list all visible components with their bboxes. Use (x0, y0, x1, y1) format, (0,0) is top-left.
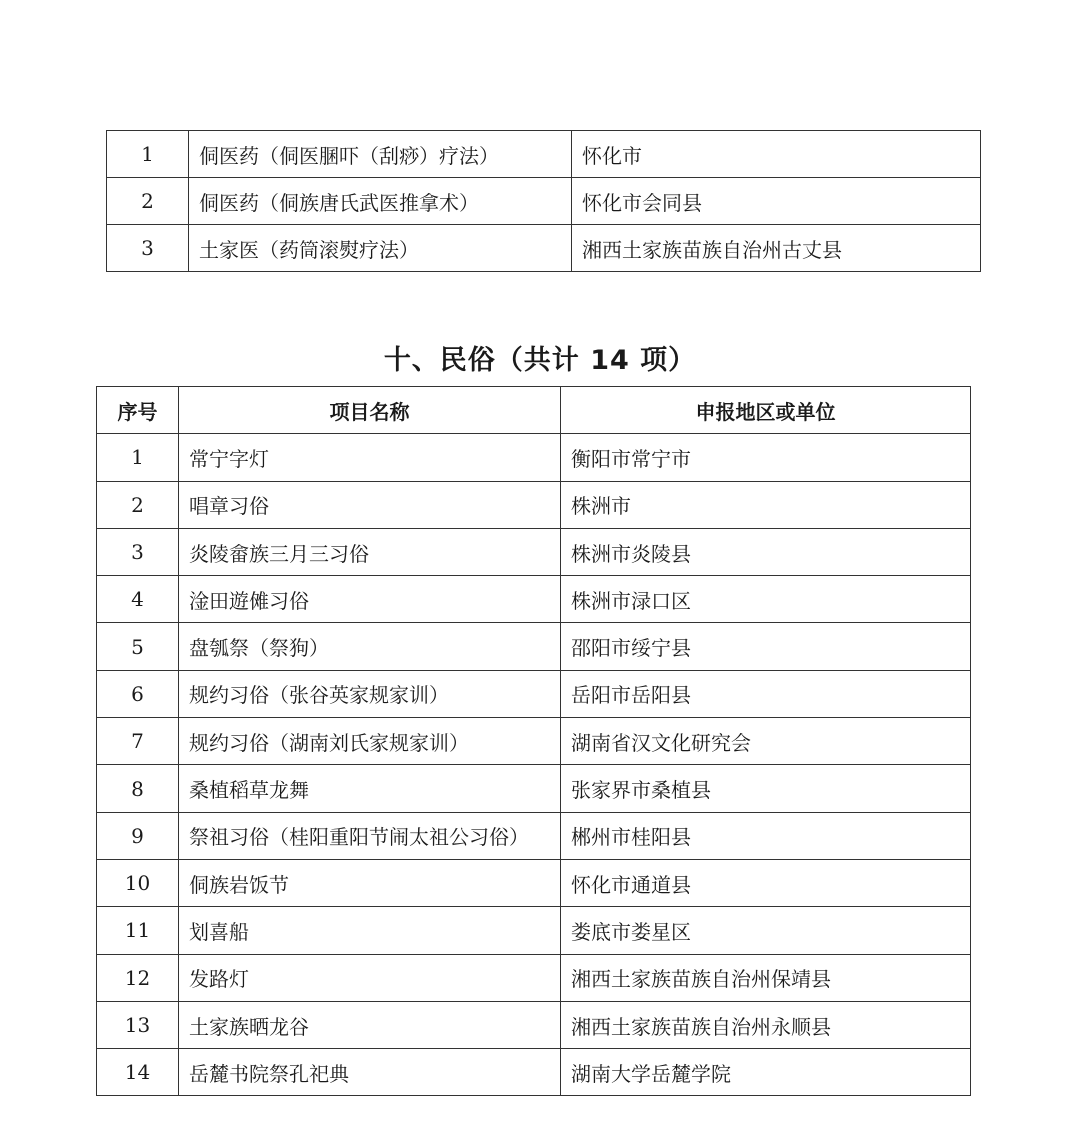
table-row (97, 481, 971, 528)
row-number: 3 (97, 528, 179, 575)
table-row (97, 812, 971, 859)
project-name: 规约习俗（湖南刘氏家规家训） (179, 718, 561, 765)
row-number: 5 (97, 623, 179, 670)
row-number: 6 (97, 670, 179, 717)
row-number: 14 (97, 1049, 179, 1096)
project-name: 淦田遊傩习俗 (179, 576, 561, 623)
region-name: 株洲市 (561, 481, 971, 528)
section-title: 十、民俗（共计 14 项） (383, 345, 697, 376)
table-row (97, 1001, 971, 1048)
table-header (97, 387, 971, 434)
table-row (97, 859, 971, 906)
row-number: 11 (97, 907, 179, 954)
project-name: 祭祖习俗（桂阳重阳节闹太祖公习俗） (179, 812, 561, 859)
folk-custom-table-body (97, 434, 971, 1096)
project-name: 唱章习俗 (179, 481, 561, 528)
row-number: 8 (97, 765, 179, 812)
header-project-name: 项目名称 (179, 387, 561, 434)
region-name: 邵阳市绥宁县 (561, 623, 971, 670)
region-name: 湘西土家族苗族自治州保靖县 (561, 954, 971, 1001)
previous-section-table (106, 130, 981, 272)
table-row (97, 1049, 971, 1096)
project-name: 桑植稻草龙舞 (179, 765, 561, 812)
table-row (107, 131, 981, 178)
region-name: 株洲市炎陵县 (561, 528, 971, 575)
row-number: 4 (97, 576, 179, 623)
table-row (97, 670, 971, 717)
project-name: 炎陵畲族三月三习俗 (179, 528, 561, 575)
project-name: 侗医药（侗医䐃吓（刮痧）疗法） (189, 131, 572, 178)
table-row (97, 434, 971, 481)
row-number: 12 (97, 954, 179, 1001)
table-row (97, 765, 971, 812)
project-name: 发路灯 (179, 954, 561, 1001)
project-name: 划喜船 (179, 907, 561, 954)
project-name: 常宁字灯 (179, 434, 561, 481)
project-name: 土家族晒龙谷 (179, 1001, 561, 1048)
project-name: 土家医（药筒滚熨疗法） (189, 225, 572, 272)
previous-section-table-body (107, 131, 981, 272)
row-number: 9 (97, 812, 179, 859)
row-number: 2 (107, 178, 189, 225)
folk-custom-table (96, 386, 971, 1096)
project-name: 侗医药（侗族唐氏武医推拿术） (189, 178, 572, 225)
region-name: 湘西土家族苗族自治州永顺县 (561, 1001, 971, 1048)
table-row (107, 225, 981, 272)
region-name: 株洲市渌口区 (561, 576, 971, 623)
row-number: 7 (97, 718, 179, 765)
table-row (97, 954, 971, 1001)
row-number: 2 (97, 481, 179, 528)
region-name: 娄底市娄星区 (561, 907, 971, 954)
region-name: 衡阳市常宁市 (561, 434, 971, 481)
region-name: 湘西土家族苗族自治州古丈县 (572, 225, 981, 272)
region-name: 怀化市会同县 (572, 178, 981, 225)
region-name: 湖南大学岳麓学院 (561, 1049, 971, 1096)
project-name: 规约习俗（张谷英家规家训） (179, 670, 561, 717)
table-row (97, 907, 971, 954)
row-number: 10 (97, 859, 179, 906)
region-name: 张家界市桑植县 (561, 765, 971, 812)
header-number: 序号 (97, 387, 179, 434)
row-number: 3 (107, 225, 189, 272)
header-region: 申报地区或单位 (561, 387, 971, 434)
region-name: 岳阳市岳阳县 (561, 670, 971, 717)
project-name: 侗族岩饭节 (179, 859, 561, 906)
region-name: 郴州市桂阳县 (561, 812, 971, 859)
region-name: 怀化市通道县 (561, 859, 971, 906)
table-row (97, 576, 971, 623)
table-row (97, 623, 971, 670)
project-name: 岳麓书院祭孔祀典 (179, 1049, 561, 1096)
project-name: 盘瓠祭（祭狗） (179, 623, 561, 670)
row-number: 1 (97, 434, 179, 481)
row-number: 13 (97, 1001, 179, 1048)
table-row (97, 528, 971, 575)
region-name: 湖南省汉文化研究会 (561, 718, 971, 765)
row-number: 1 (107, 131, 189, 178)
table-row (107, 178, 981, 225)
table-row (97, 718, 971, 765)
region-name: 怀化市 (572, 131, 981, 178)
header-row (97, 387, 971, 434)
